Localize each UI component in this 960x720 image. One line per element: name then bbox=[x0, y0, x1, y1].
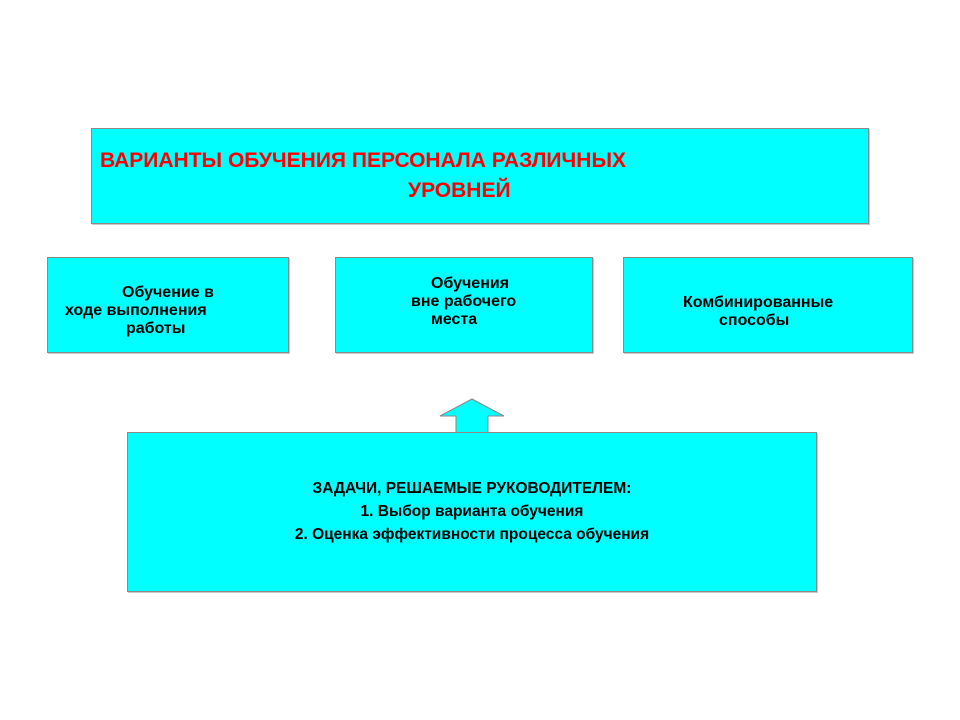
option-3-line-2: способы bbox=[719, 312, 790, 329]
option-1-line-3: работы bbox=[126, 320, 186, 337]
option-2-line-3: места bbox=[431, 311, 478, 328]
option-2-line-2: вне рабочего bbox=[411, 293, 517, 310]
task-item-2: 2. Оценка эффективности процесса обучения bbox=[294, 526, 650, 543]
option-1-line-2: ходе выполнения bbox=[65, 302, 207, 319]
option-combined-methods bbox=[623, 257, 913, 353]
option-3-line-1: Комбинированные bbox=[683, 294, 834, 311]
option-2-line-1: Обучения bbox=[431, 275, 510, 292]
option-on-the-job-training bbox=[47, 257, 289, 353]
option-1-line-1: Обучение в bbox=[122, 284, 214, 301]
tasks-heading: ЗАДАЧИ, РЕШАЕМЫЕ РУКОВОДИТЕЛЕМ: bbox=[312, 480, 632, 497]
title-box bbox=[91, 128, 869, 224]
title-line-1: ВАРИАНТЫ ОБУЧЕНИЯ ПЕРСОНАЛА РАЗЛИЧНЫХ bbox=[100, 149, 627, 172]
title-line-2: УРОВНЕЙ bbox=[408, 179, 511, 202]
option-off-the-job-training bbox=[335, 257, 593, 353]
up-arrow-icon bbox=[439, 398, 505, 434]
task-item-1: 1. Выбор варианта обучения bbox=[360, 503, 584, 520]
manager-tasks-box bbox=[127, 432, 817, 592]
